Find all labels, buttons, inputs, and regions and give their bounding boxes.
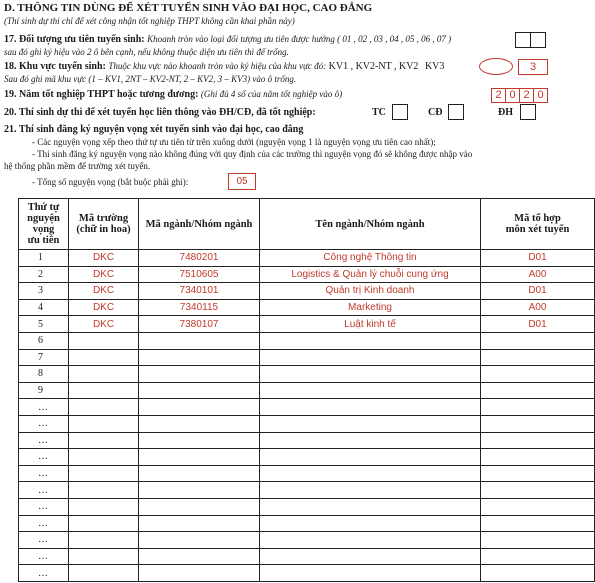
row-major-name[interactable]: Marketing — [260, 299, 481, 316]
row-order: … — [19, 449, 69, 466]
table-row — [19, 415, 595, 432]
order-header-l4: ưu tiên — [27, 235, 60, 246]
q17-box-1[interactable] — [515, 32, 531, 48]
q19-digit-3[interactable]: 2 — [519, 88, 534, 103]
q20-cd-label: CĐ — [428, 107, 443, 118]
row-major-name[interactable] — [260, 382, 481, 399]
row-major-code[interactable] — [139, 565, 260, 582]
row-order: … — [19, 399, 69, 416]
row-combo[interactable] — [481, 349, 595, 366]
row-major-name[interactable]: Logistics & Quản lý chuỗi cung ứng — [260, 266, 481, 283]
section-subtitle: (Thí sinh dự thi chỉ để xét công nhận tốt nghiệp THPT không cần khai phần này) — [4, 16, 295, 26]
row-major-name[interactable] — [260, 548, 481, 565]
combo-header-l1: Mã tổ hợp — [514, 213, 561, 224]
table-row — [19, 382, 595, 399]
row-school-code[interactable] — [69, 349, 139, 366]
q20-tc-box[interactable] — [392, 104, 408, 120]
row-combo[interactable] — [481, 465, 595, 482]
row-major-name[interactable]: Công nghệ Thông tin — [260, 250, 481, 267]
row-major-code[interactable] — [139, 498, 260, 515]
row-combo[interactable] — [481, 498, 595, 515]
school-header-l2: (chữ in hoa) — [76, 224, 131, 235]
table-row — [19, 465, 595, 482]
row-combo[interactable] — [481, 565, 595, 582]
table-row — [19, 349, 595, 366]
row-school-code[interactable] — [69, 548, 139, 565]
q18-instruction-2: Sau đó ghi mã khu vực (1 – KV1, 2NT – KV2-NT, 2 – KV2, 3 – KV3) vào ô trống. — [4, 74, 297, 84]
row-combo[interactable] — [481, 548, 595, 565]
table-row — [19, 399, 595, 416]
q20-dh-box[interactable] — [520, 104, 536, 120]
q20-dh-label: ĐH — [498, 107, 513, 118]
q19-line — [4, 89, 342, 100]
row-order: … — [19, 532, 69, 549]
row-school-code[interactable] — [69, 415, 139, 432]
row-major-name[interactable] — [260, 515, 481, 532]
row-major-code[interactable]: 7340101 — [139, 283, 260, 300]
row-combo[interactable] — [481, 515, 595, 532]
table-row — [19, 449, 595, 466]
row-combo[interactable] — [481, 382, 595, 399]
row-order: … — [19, 565, 69, 582]
row-major-code[interactable] — [139, 382, 260, 399]
q20-tc-label: TC — [372, 107, 386, 118]
row-major-code[interactable] — [139, 399, 260, 416]
table-row — [19, 548, 595, 565]
section-title: D. THÔNG TIN DÙNG ĐỂ XÉT TUYỂN SINH VÀO ĐẠI HỌC, CAO ĐẲNG — [4, 2, 373, 14]
row-major-code[interactable] — [139, 482, 260, 499]
table-row — [19, 250, 595, 267]
row-major-code[interactable] — [139, 515, 260, 532]
table-row — [19, 266, 595, 283]
row-major-code[interactable] — [139, 415, 260, 432]
row-order: 3 — [19, 283, 69, 300]
row-school-code[interactable] — [69, 565, 139, 582]
row-order: 7 — [19, 349, 69, 366]
row-major-code[interactable] — [139, 349, 260, 366]
row-order: … — [19, 482, 69, 499]
q17-label: 17. Đối tượng ưu tiên tuyển sinh: — [4, 34, 145, 45]
row-major-name[interactable]: Quản trị Kinh doanh — [260, 283, 481, 300]
row-major-code[interactable]: 7340115 — [139, 299, 260, 316]
col-order-header — [19, 199, 69, 250]
table-row — [19, 482, 595, 499]
row-school-code[interactable] — [69, 482, 139, 499]
col-combo-header — [481, 199, 595, 250]
col-major-name-header: Tên ngành/Nhóm ngành — [260, 199, 481, 250]
q19-digit-4[interactable]: 0 — [533, 88, 548, 103]
row-combo[interactable]: D01 — [481, 316, 595, 333]
table-row — [19, 432, 595, 449]
row-major-name[interactable] — [260, 399, 481, 416]
row-school-code[interactable] — [69, 449, 139, 466]
row-major-name[interactable] — [260, 565, 481, 582]
row-combo[interactable] — [481, 366, 595, 383]
q21-total-box[interactable]: 05 — [228, 173, 256, 190]
table-row — [19, 316, 595, 333]
q17-line — [4, 34, 451, 45]
row-major-name[interactable] — [260, 449, 481, 466]
row-major-name[interactable] — [260, 415, 481, 432]
q21-total-label: - Tổng số nguyện vọng (bắt buộc phải ghi): — [32, 177, 189, 187]
row-combo[interactable] — [481, 432, 595, 449]
row-order: … — [19, 415, 69, 432]
row-combo[interactable]: D01 — [481, 250, 595, 267]
row-school-code[interactable] — [69, 498, 139, 515]
q19-digit-2[interactable]: 0 — [505, 88, 520, 103]
row-school-code[interactable] — [69, 432, 139, 449]
q21-note-2a: - Thí sinh đăng ký nguyện vọng nào không đúng với quy định của các trường thì nguyện vọng đó sẽ không được nhập vào — [32, 149, 473, 159]
row-major-name[interactable]: Luật kinh tế — [260, 316, 481, 333]
row-major-name[interactable] — [260, 432, 481, 449]
q20-label: 20. Thí sinh dự thi để xét tuyển học liên thông vào ĐH/CĐ, đã tốt nghiệp: — [4, 107, 316, 118]
row-major-name[interactable] — [260, 349, 481, 366]
row-school-code[interactable] — [69, 532, 139, 549]
row-school-code[interactable] — [69, 399, 139, 416]
row-order: 6 — [19, 332, 69, 349]
q18-selected-circle — [479, 58, 513, 75]
table-row — [19, 366, 595, 383]
table-row — [19, 532, 595, 549]
row-combo[interactable] — [481, 399, 595, 416]
row-school-code[interactable]: DKC — [69, 299, 139, 316]
table-row — [19, 498, 595, 515]
row-order: … — [19, 498, 69, 515]
q18-options: KV1 , KV2-NT , KV2 — [328, 61, 419, 72]
col-school-header — [69, 199, 139, 250]
row-major-code[interactable]: 7510605 — [139, 266, 260, 283]
row-major-code[interactable] — [139, 432, 260, 449]
row-major-code[interactable] — [139, 465, 260, 482]
row-combo[interactable] — [481, 482, 595, 499]
q21-label: 21. Thí sinh đăng ký nguyện vọng xét tuyển sinh vào đại học, cao đẳng — [4, 124, 304, 135]
row-combo[interactable] — [481, 332, 595, 349]
combo-header-l2: môn xét tuyển — [505, 224, 570, 235]
row-combo[interactable]: D01 — [481, 283, 595, 300]
table-row — [19, 515, 595, 532]
row-major-code[interactable] — [139, 532, 260, 549]
row-order: 5 — [19, 316, 69, 333]
row-major-name[interactable] — [260, 532, 481, 549]
row-major-name[interactable] — [260, 498, 481, 515]
q18-label: 18. Khu vực tuyển sinh: — [4, 61, 106, 72]
row-combo[interactable]: A00 — [481, 266, 595, 283]
row-school-code[interactable]: DKC — [69, 250, 139, 267]
table-row — [19, 299, 595, 316]
row-school-code[interactable] — [69, 332, 139, 349]
q18-instruction: Thuộc khu vực nào khoanh tròn vào ký hiệu của khu vực đó: — [108, 61, 327, 71]
row-major-code[interactable] — [139, 548, 260, 565]
q17-box-2[interactable] — [530, 32, 546, 48]
row-school-code[interactable]: DKC — [69, 266, 139, 283]
school-header-l1: Mã trường — [78, 213, 129, 224]
row-major-code[interactable]: 7380107 — [139, 316, 260, 333]
table-row — [19, 332, 595, 349]
row-school-code[interactable] — [69, 382, 139, 399]
order-header-l1: Thứ tự — [27, 202, 60, 213]
row-major-name[interactable] — [260, 465, 481, 482]
row-major-code[interactable]: 7480201 — [139, 250, 260, 267]
q17-instruction: Khoanh tròn vào loại đối tượng ưu tiên được hưởng ( 01 , 02 , 03 , 04 , 05 , 06 , 07 ) — [147, 34, 452, 44]
q20-cd-box[interactable] — [448, 104, 464, 120]
row-order: 8 — [19, 366, 69, 383]
q17-instruction-2: sau đó ghi ký hiệu vào 2 ô bên cạnh, nếu không thuộc diện ưu tiên thì để trống. — [4, 47, 289, 57]
q19-label: 19. Năm tốt nghiệp THPT hoặc tương đương: — [4, 89, 199, 100]
q19-instruction: (Ghi đủ 4 số của năm tốt nghiệp vào ô) — [200, 89, 343, 99]
row-combo[interactable] — [481, 449, 595, 466]
row-combo[interactable]: A00 — [481, 299, 595, 316]
row-major-code[interactable] — [139, 449, 260, 466]
row-major-name[interactable] — [260, 366, 481, 383]
q18-line — [4, 61, 444, 72]
row-major-name[interactable] — [260, 482, 481, 499]
q19-digit-1[interactable]: 2 — [491, 88, 506, 103]
row-major-code[interactable] — [139, 366, 260, 383]
table-row — [19, 565, 595, 582]
q21-note-1: - Các nguyện vọng xếp theo thứ tự ưu tiên từ trên xuống dưới (nguyện vọng 1 là nguyện vọng ưu tiên cao nhất); — [32, 137, 436, 147]
q21-note-2b: hệ thống phần mềm để trường xét tuyển. — [4, 161, 151, 171]
row-combo[interactable] — [481, 415, 595, 432]
row-school-code[interactable] — [69, 515, 139, 532]
row-order: … — [19, 465, 69, 482]
row-order: … — [19, 432, 69, 449]
row-school-code[interactable] — [69, 366, 139, 383]
row-major-code[interactable] — [139, 332, 260, 349]
order-header-l2: nguyện — [27, 213, 60, 224]
q18-code-box[interactable]: 3 — [518, 59, 548, 75]
col-major-code-header: Mã ngành/Nhóm ngành — [139, 199, 260, 250]
row-order: 9 — [19, 382, 69, 399]
row-order: 2 — [19, 266, 69, 283]
row-order: 1 — [19, 250, 69, 267]
row-major-name[interactable] — [260, 332, 481, 349]
q18-selected: KV3 — [424, 61, 445, 72]
row-order: 4 — [19, 299, 69, 316]
preference-table — [18, 198, 595, 582]
row-order: … — [19, 548, 69, 565]
row-school-code[interactable] — [69, 465, 139, 482]
row-school-code[interactable]: DKC — [69, 283, 139, 300]
row-school-code[interactable]: DKC — [69, 316, 139, 333]
table-header-row — [19, 199, 595, 250]
row-order: … — [19, 515, 69, 532]
order-header-l3: vọng — [32, 224, 55, 235]
row-combo[interactable] — [481, 532, 595, 549]
table-row — [19, 283, 595, 300]
